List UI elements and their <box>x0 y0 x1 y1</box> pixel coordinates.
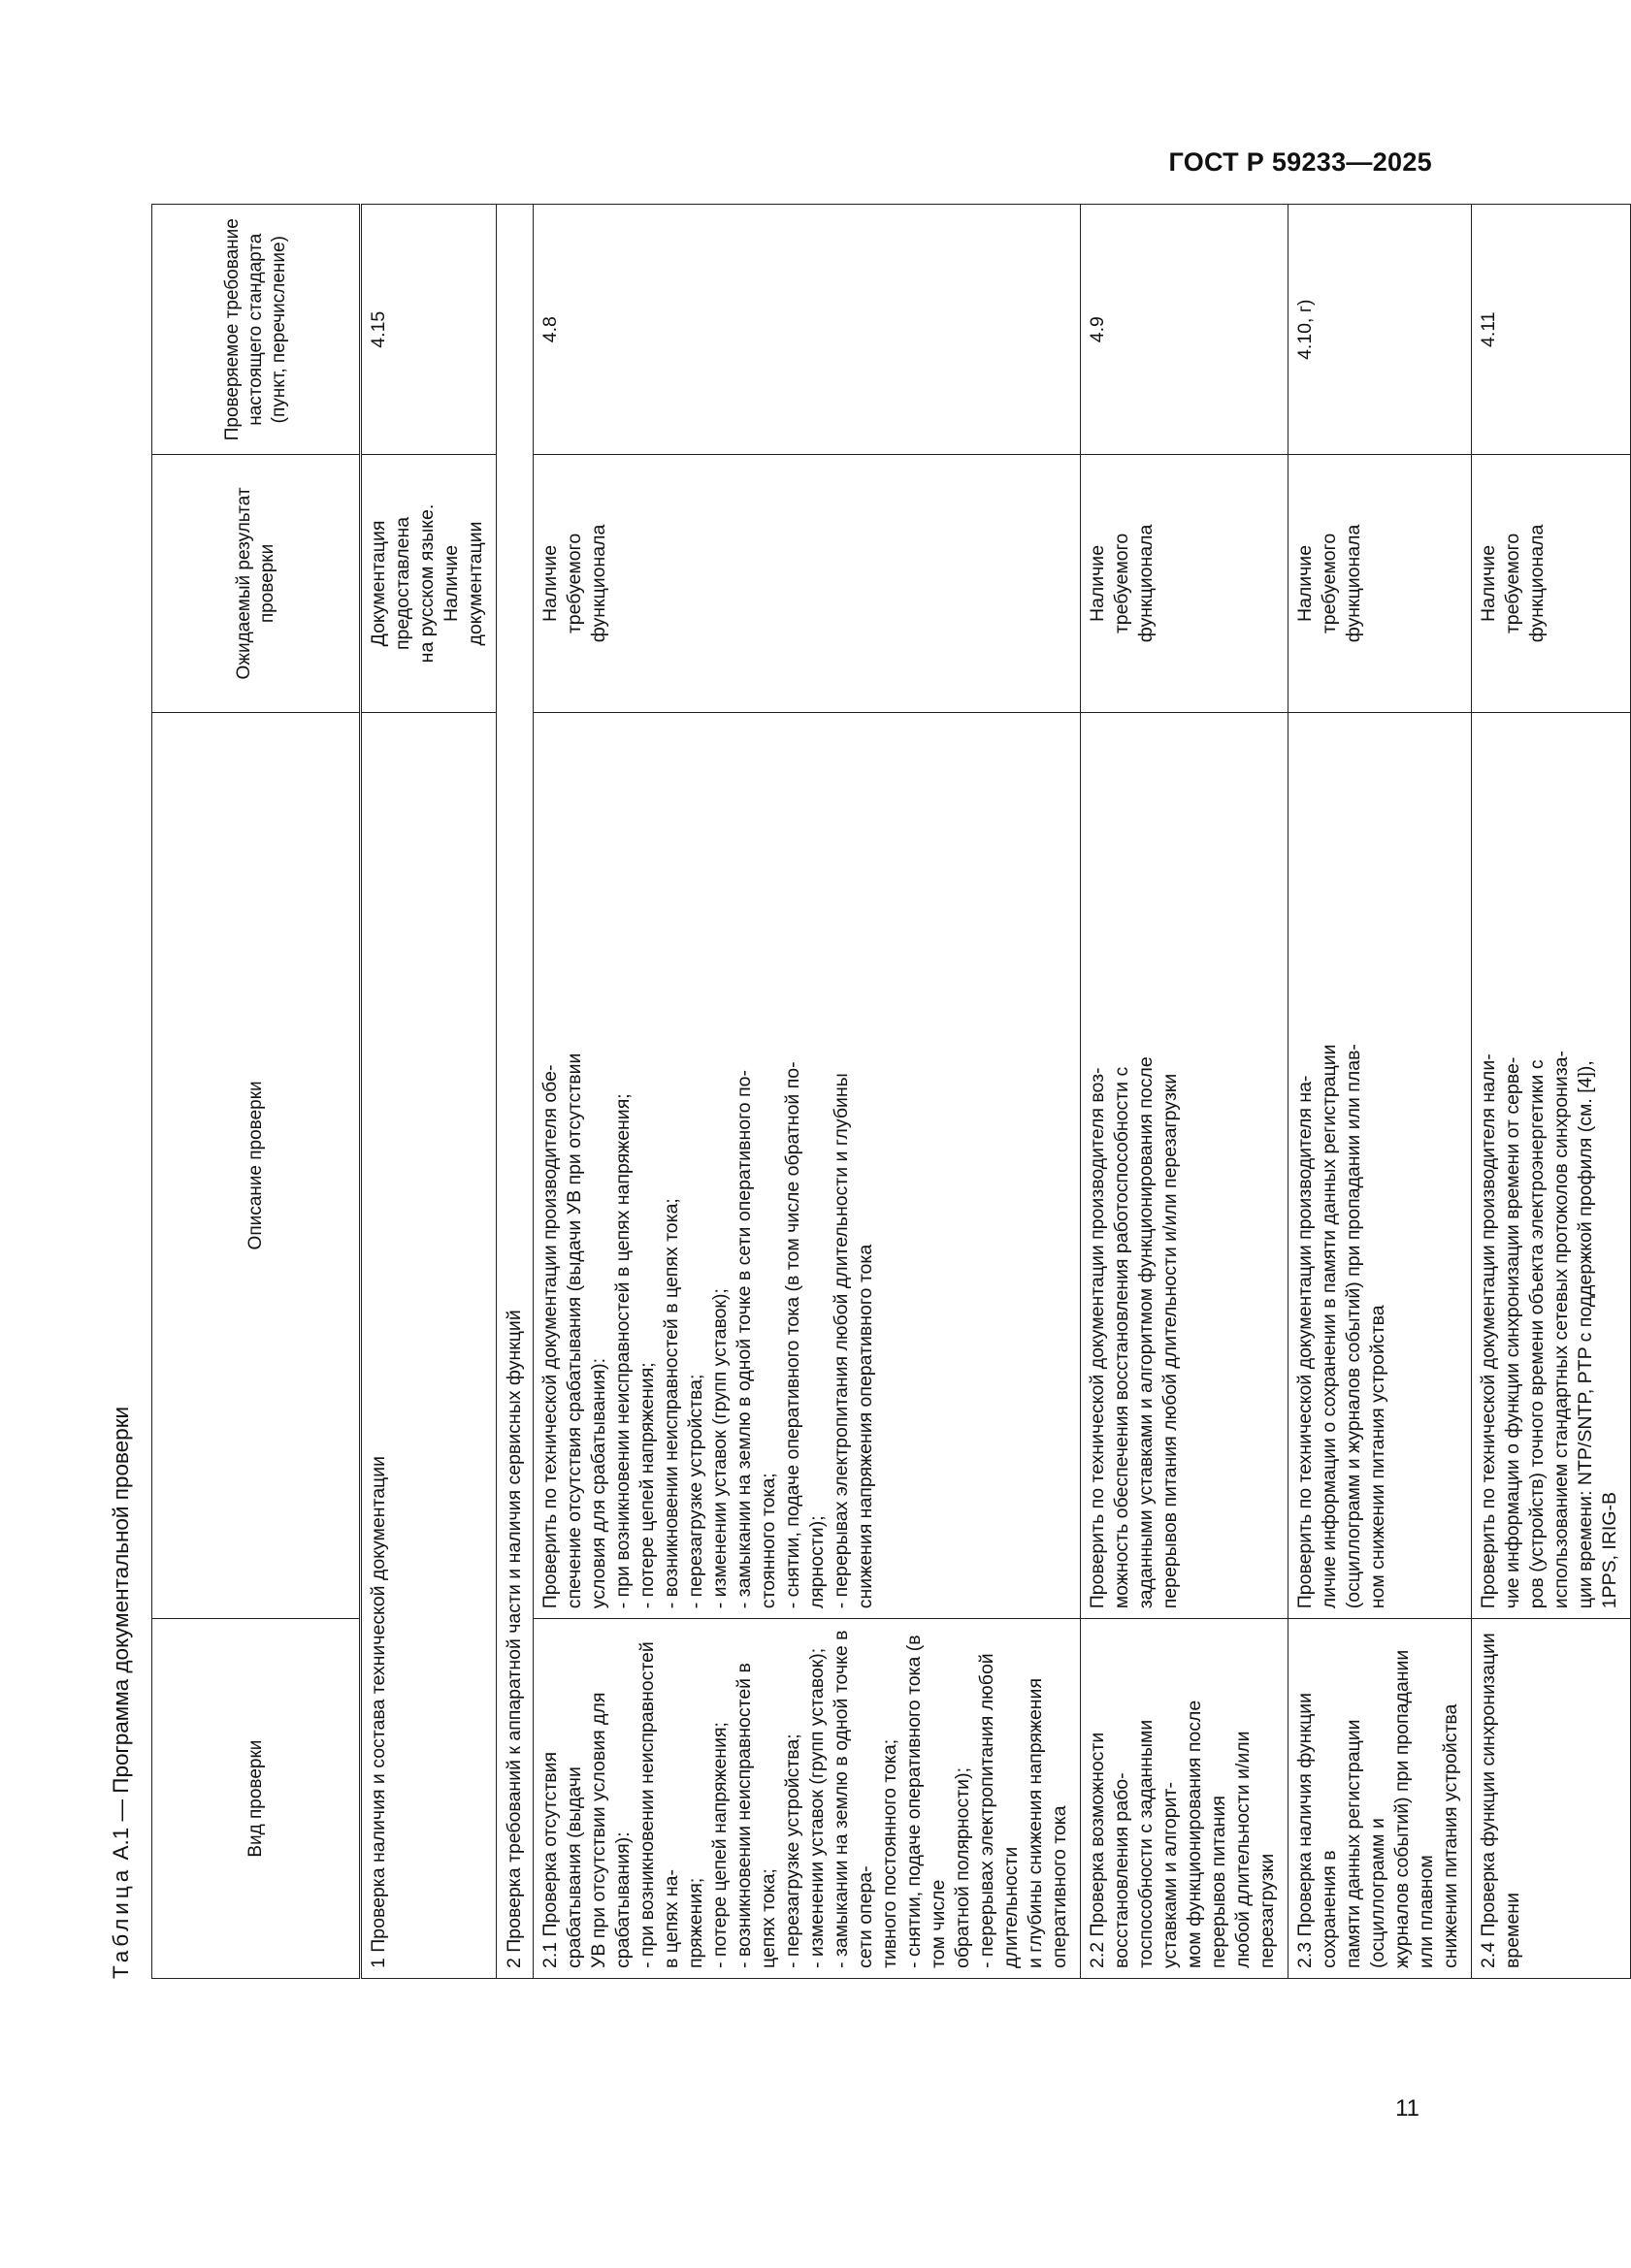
row24-description: Проверить по технической документации производителя нали- чие информации о функции синхронизации времени от серве- ров (устройств) точного времени объекта электроэнергетики с использованием стандартных сетевых протоколов синхрониза- ции времени: NTP/SNTP, PTP с поддержкой профиля (см. [4]), 1PPS, IRIG-B <box>1472 712 1631 1619</box>
row22-requirement: 4.9 <box>1081 205 1288 455</box>
rotated-page-content <box>107 204 1620 1979</box>
table-header-row <box>152 205 361 1979</box>
table-row-2-3 <box>1288 205 1472 1979</box>
row23-type: 2.3 Проверка наличия функции сохранения в памяти данных регистрации (осциллограмм и журналов событий) при пропадании или плавном снижении питания устройства <box>1288 1619 1472 1979</box>
section-2-row <box>497 205 534 1979</box>
table-caption-number: А.1 <box>109 1827 133 1861</box>
table-row-2-4 <box>1472 205 1631 1979</box>
table-caption <box>107 1407 136 1979</box>
header-type: Вид проверки <box>152 1619 361 1979</box>
row21-requirement: 4.8 <box>534 205 1081 455</box>
page-number: 11 <box>1395 2095 1419 2122</box>
table-caption-title: — Программа документальной проверки <box>109 1406 133 1822</box>
header-requirement: Проверяемое требование настоящего стандарта (пункт, перечисление) <box>152 205 361 455</box>
row21-description: Проверить по технической документации производителя обе- спечение отсутствия срабатывания (выдачи УВ при отсутствии условия для срабатывания): - при возникновении неисправностей в цепях напряжения; - потере цепей напряжения; - возникновении неисправностей в цепях тока; - перезагрузке устройства; - изменении уставок (групп уставок); - замыкании на землю в одной точке в сети оперативного по- стоянного тока; - снятии, подаче оперативного тока (в том числе обратной по- лярности); - перерывах электропитания любой длительности и глубины снижения напряжения оперативного тока <box>534 712 1081 1619</box>
row24-type: 2.4 Проверка функции синхронизации времени <box>1472 1619 1631 1979</box>
row1-type: 1 Проверка наличия и состава технической документации <box>361 712 497 1978</box>
row23-expected: Наличие требуемого функционала <box>1288 455 1472 712</box>
row22-expected: Наличие требуемого функционала <box>1081 455 1288 712</box>
row1-expected: Документация предоставлена на русском языке. Наличие документации <box>361 455 497 712</box>
table-row-2-2 <box>1081 205 1288 1979</box>
check-program-table <box>151 204 1631 1979</box>
row23-requirement: 4.10, г) <box>1288 205 1472 455</box>
header-expected: Ожидаемый результат проверки <box>152 455 361 712</box>
row24-requirement: 4.11 <box>1472 205 1631 455</box>
document-code: ГОСТ Р 59233—2025 <box>1168 147 1432 177</box>
row21-expected: Наличие требуемого функционала <box>534 455 1081 712</box>
table-row-2-1 <box>534 205 1081 1979</box>
table-row-1 <box>361 205 497 1979</box>
section-2-title: 2 Проверка требований к аппаратной части и наличия сервисных функций <box>497 205 534 1979</box>
row1-requirement: 4.15 <box>361 205 497 455</box>
header-description: Описание проверки <box>152 712 361 1619</box>
row22-type: 2.2 Проверка возможности восстановления рабо- тоспособности с заданными уставками и алгорит- мом функционирования после перерывов питания любой длительности и/или перезагрузки <box>1081 1619 1288 1979</box>
table-caption-prefix: Таблица <box>109 1865 133 1979</box>
row22-description: Проверить по технической документации производителя воз- можность обеспечения восстановления работоспособности с заданными уставками и алгоритмом функционирования после перерывов питания любой длительности и/или перезагрузки <box>1081 712 1288 1619</box>
row23-description: Проверить по технической документации производителя на- личие информации о сохранении в памяти данных регистрации (осциллограмм и журналов событий) при пропадании или плав- ном снижении питания устройства <box>1288 712 1472 1619</box>
row24-expected: Наличие требуемого функционала <box>1472 455 1631 712</box>
row21-type: 2.1 Проверка отсутствия срабатывания (выдачи УВ при отсутствии условия для срабатывания): - при возникновении неисправностей в цепях на- пряжения; - потере цепей напряжения; - возникновении неисправностей в цепях тока; - перезагрузке устройства; - изменении уставок (групп уставок); - замыкании на землю в одной точке в сети опера- тивного постоянного тока; - снятии, подаче оперативного тока (в том числе обратной полярности); - перерывах электропитания любой длительности и глубины снижения напряжения оперативного тока <box>534 1619 1081 1979</box>
